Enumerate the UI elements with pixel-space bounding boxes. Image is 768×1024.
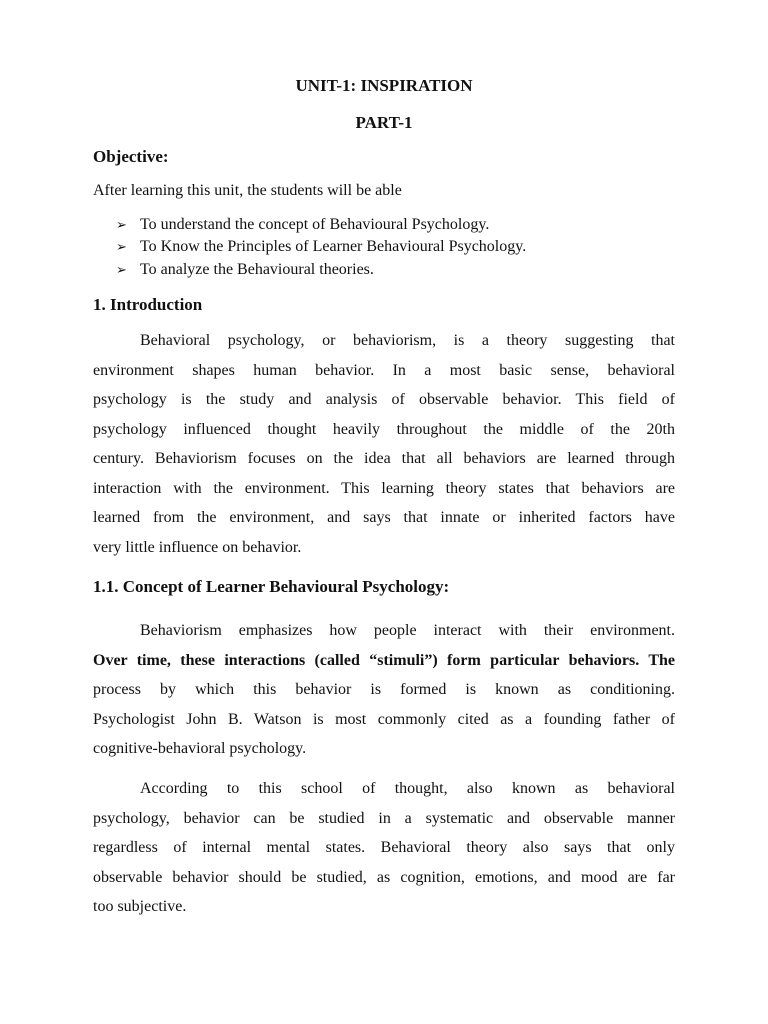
paragraph-line: psychology is the study and analysis of observable behavior. This field of — [93, 391, 675, 408]
introduction-heading: 1. Introduction — [93, 295, 203, 314]
objective-intro: After learning this unit, the students will be able — [93, 182, 402, 199]
objective-bullet — [116, 260, 374, 281]
part-title: PART-1 — [355, 113, 413, 132]
paragraph-line: interaction with the environment. This learning theory states that behaviors are — [93, 479, 675, 497]
paragraph-line: cognitive-behavioral psychology. — [93, 740, 307, 757]
paragraph-line: learned from the environment, and says that innate or inherited factors have — [93, 509, 675, 526]
paragraph-line: Psychologist John B. Watson is most commonly cited as a founding father of — [93, 710, 675, 728]
paragraph-line: too subjective. — [93, 898, 187, 915]
paragraph-line: Behavioral psychology, or behaviorism, is a theory suggesting that — [140, 332, 675, 349]
paragraph-line: environment shapes human behavior. In a most basic sense, behavioral — [93, 361, 675, 379]
paragraph-line: Behaviorism emphasizes how people interact with their environment. — [140, 622, 675, 639]
arrow-bullet-icon: ➢ — [116, 240, 127, 255]
arrow-bullet-icon: ➢ — [116, 218, 127, 233]
concept-paragraph-1 — [93, 616, 675, 764]
paragraph-line: psychology influenced thought heavily throughout the middle of the 20th — [93, 420, 675, 438]
paragraph-line-bold: Over time, these interactions (called “stimuli”) form particular behaviors. The — [93, 651, 675, 669]
paragraph-line: very little influence on behavior. — [93, 538, 302, 556]
objective-bullet — [116, 215, 489, 236]
unit-title: UNIT-1: INSPIRATION — [295, 76, 473, 95]
paragraph-line: regardless of internal mental states. Behavioral theory also says that only — [93, 839, 675, 856]
arrow-bullet-icon: ➢ — [116, 263, 127, 278]
paragraph-line: process by which this behavior is formed is known as conditioning. — [93, 681, 675, 698]
paragraph-line: According to this school of thought, also known as behavioral — [140, 780, 675, 797]
objective-bullet — [116, 237, 526, 258]
bullet-text: To understand the concept of Behavioural Psychology. — [140, 216, 490, 233]
concept-heading: 1.1. Concept of Learner Behavioural Psychology: — [93, 577, 450, 596]
concept-paragraph-2 — [93, 774, 675, 922]
introduction-paragraph — [93, 326, 675, 562]
paragraph-line: psychology, behavior can be studied in a systematic and observable manner — [93, 809, 675, 827]
paragraph-line: observable behavior should be studied, as cognition, emotions, and mood are far — [93, 868, 675, 886]
bullet-text: To Know the Principles of Learner Behavioural Psychology. — [140, 238, 527, 255]
objective-heading: Objective: — [93, 147, 169, 166]
bullet-text: To analyze the Behavioural theories. — [140, 261, 374, 278]
paragraph-line: century. Behaviorism focuses on the idea that all behaviors are learned through — [93, 450, 675, 467]
